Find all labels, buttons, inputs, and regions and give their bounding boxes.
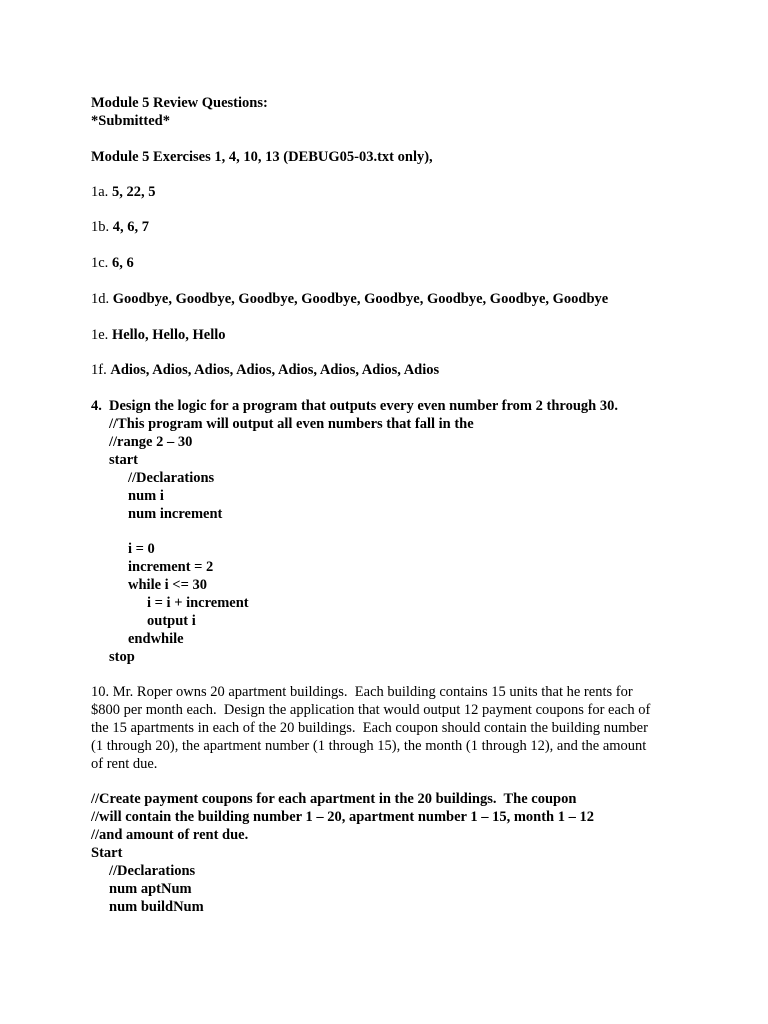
code-line: num buildNum: [109, 899, 204, 915]
answer-label: 1e.: [91, 327, 109, 343]
question-10-text: 10. Mr. Roper owns 20 apartment buildings. Each building contains 15 units that he rents for: [91, 684, 633, 700]
question-10-text: of rent due.: [91, 756, 158, 772]
code-line: //Create payment coupons for each apartment in the 20 buildings. The coupon: [91, 791, 577, 807]
code-line: output i: [147, 613, 196, 629]
code-line: i = 0: [128, 541, 155, 557]
answer-1a: [91, 183, 155, 201]
answer-1d: [91, 290, 608, 308]
answer-label: 1c.: [91, 255, 109, 271]
answer-value: 5, 22, 5: [111, 184, 156, 200]
code-line: start: [109, 452, 138, 468]
answer-value: Hello, Hello, Hello: [111, 327, 226, 343]
submitted-status: *Submitted*: [91, 113, 170, 129]
question-4-number: 4.: [91, 398, 102, 414]
code-line: num aptNum: [109, 881, 192, 897]
page-title: Module 5 Review Questions:: [91, 95, 268, 111]
code-line: Start: [91, 845, 123, 861]
answer-value: Goodbye, Goodbye, Goodbye, Goodbye, Goodbye, Goodbye, Goodbye, Goodbye: [112, 291, 609, 307]
code-line: //and amount of rent due.: [91, 827, 249, 843]
answer-1e: [91, 326, 226, 344]
code-line: while i <= 30: [128, 577, 207, 593]
code-line: i = i + increment: [147, 595, 249, 611]
question-10-text: (1 through 20), the apartment number (1 through 15), the month (1 through 12), and the amount: [91, 738, 647, 754]
answer-label: 1a.: [91, 184, 109, 200]
answer-value: 4, 6, 7: [112, 219, 149, 235]
answer-1c: [91, 254, 134, 272]
answer-1b: [91, 218, 149, 236]
code-line: endwhile: [128, 631, 184, 647]
answer-label: 1d.: [91, 291, 110, 307]
answer-value: Adios, Adios, Adios, Adios, Adios, Adios, Adios, Adios: [110, 362, 440, 378]
code-line: //will contain the building number 1 – 20, apartment number 1 – 15, month 1 – 12: [91, 809, 594, 825]
code-line: increment = 2: [128, 559, 214, 575]
code-line: //This program will output all even numbers that fall in the: [109, 416, 474, 432]
code-line: //Declarations: [128, 470, 215, 486]
answer-1f: [91, 361, 439, 379]
answer-value: 6, 6: [111, 255, 134, 271]
code-line: stop: [109, 649, 135, 665]
exercises-heading: Module 5 Exercises 1, 4, 10, 13 (DEBUG05-03.txt only),: [91, 149, 433, 165]
question-4-prompt: Design the logic for a program that outputs every even number from 2 through 30.: [109, 398, 618, 414]
question-10-text: $800 per month each. Design the application that would output 12 payment coupons for each of: [91, 702, 651, 718]
code-line: //Declarations: [109, 863, 196, 879]
code-line: //range 2 – 30: [109, 434, 193, 450]
code-line: num increment: [128, 506, 223, 522]
code-line: num i: [128, 488, 164, 504]
answer-label: 1b.: [91, 219, 110, 235]
question-10-text: the 15 apartments in each of the 20 buildings. Each coupon should contain the building number: [91, 720, 648, 736]
answer-label: 1f.: [91, 362, 107, 378]
